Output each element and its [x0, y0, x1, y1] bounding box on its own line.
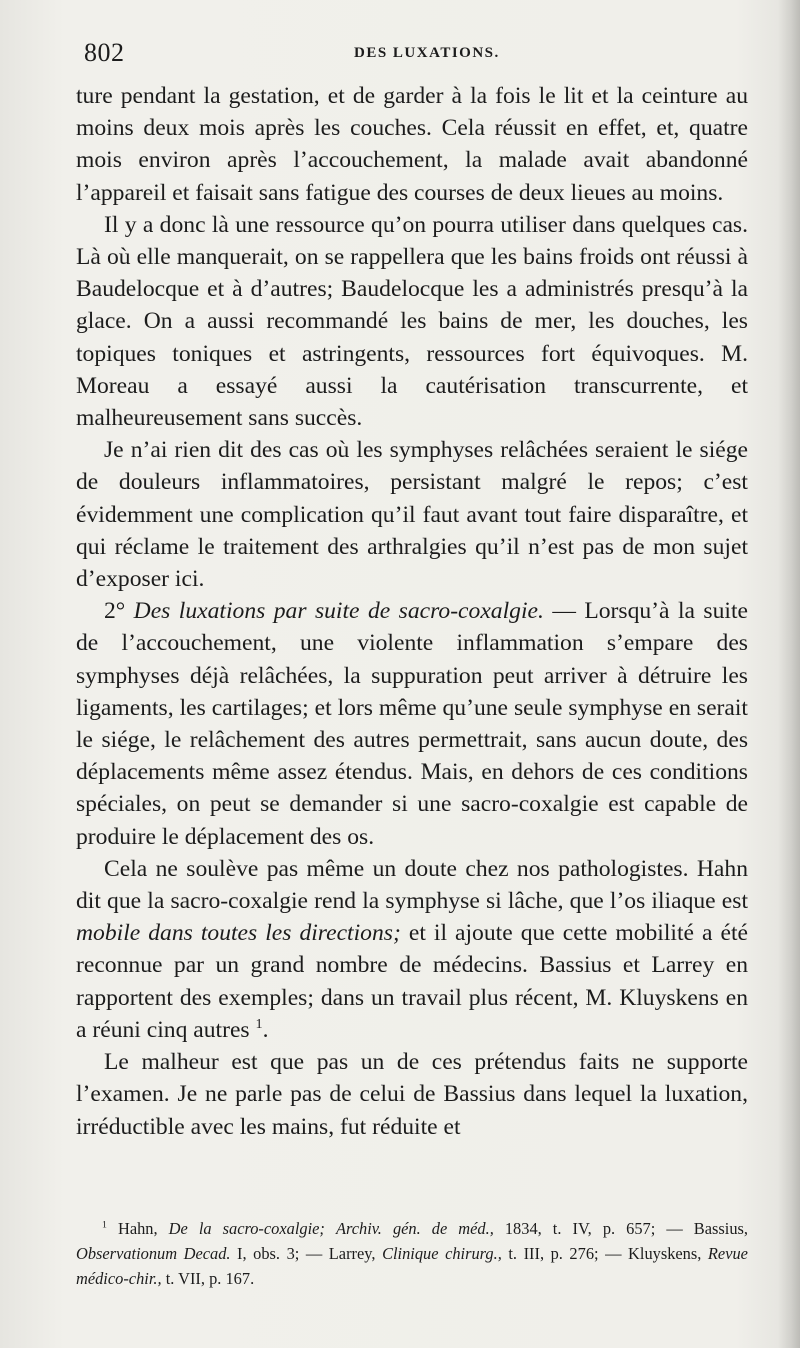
section-text: — Lorsqu’à la suite de l’accouchement, une violente inflammation s’empare des symphyses déjà relâchées, la suppuration peut arriver à détruire les ligaments, les cartilages; et lors même qu’une seule symphyse en serait le siége, le relâchement des autres permettrait, sans aucun doute, des déplacements même assez étendus. Mais, en dehors de ces conditions spéciales, on peut se demander si une sacro-coxalgie est capable de produire le déplacement des os.	[76, 598, 748, 850]
page-header	[84, 38, 748, 72]
fn-hahn: Hahn,	[117, 1219, 158, 1238]
paragraph-douleurs: Je n’ai rien dit des cas où les symphyses relâchées seraient le siége de douleurs inflammatoires, persistant malgré le repos; c’est évidemment une complication qu’il faut avant tout faire disparaître, et qui réclame le traitement des arthralgies qu’il n’est pas de mon sujet d’exposer ici.	[76, 437, 748, 593]
section-heading: Des luxations par suite de sacro-coxalgie.	[133, 598, 544, 625]
footnote-reference: 1	[255, 1016, 263, 1033]
section-number: 2°	[104, 598, 126, 625]
paragraph-malheur: Le malheur est que pas un de ces prétendus faits ne supporte l’examen. Je ne parle pas de celui de Bassius dans lequel la luxation, irréductible avec les mains, fut réduite et	[76, 1049, 748, 1140]
paragraph-hahn	[76, 853, 748, 1046]
hahn-text-b: et il ajoute que cette mobilité a été reconnue par un grand nombre de médecins. Bassius et Larrey en rapportent des exemples; dans un travail plus récent, M. Kluyskens en a réuni cinq autres	[76, 920, 749, 1043]
fn-bassius-title: Observationum Decad.	[76, 1244, 231, 1263]
paragraph-section-2	[76, 595, 748, 853]
footnotes	[76, 1216, 748, 1291]
body-text	[76, 80, 748, 1143]
running-title: DES LUXATIONS.	[354, 45, 500, 61]
paragraph-ressource: Il y a donc là une ressource qu’on pourra utiliser dans quelques cas. Là où elle manquerait, on se rappellera que les bains froids ont réussi à Baudelocque et à d’autres; Baudelocque les a administrés presqu’à la glace. On a aussi recommandé les bains de mer, les douches, les topiques toniques et astringents, ressources fort équivoques. M. Moreau a essayé aussi la cautérisation transcurrente, et malheureusement sans succès.	[76, 211, 748, 432]
paragraph-continued: ture pendant la gestation, et de garder à la fois le lit et la ceinture au moins deux mois après les couches. Cela réussit en effet, et, quatre mois environ après l’accouchement, la malade avait abandonné l’appareil et faisait sans fatigue des courses de deux lieues au moins.	[76, 83, 748, 206]
fn-kluyskens-ref: t. VII, p. 167.	[165, 1269, 255, 1288]
footnote-1	[76, 1216, 748, 1291]
hahn-text-end: .	[262, 1016, 269, 1043]
fn-archiv: Archiv. gén. de méd.,	[335, 1219, 494, 1238]
page-number: 802	[84, 38, 125, 67]
fn-larrey-title: Clinique chirurg.,	[382, 1244, 502, 1263]
hahn-italic: mobile dans toutes les directions;	[76, 920, 401, 947]
fn-hahn-title: De la sacro-coxalgie;	[168, 1219, 325, 1238]
hahn-text-a: Cela ne soulève pas même un doute chez nos pathologistes. Hahn dit que la sacro-coxalgie rend la symphyse si lâche, que l’os iliaque est	[76, 855, 748, 915]
fn-larrey-ref: t. III, p. 276; — Kluyskens,	[508, 1244, 702, 1263]
fn-hahn-ref: 1834, t. IV, p. 657; — Bassius,	[504, 1219, 748, 1238]
fn-bassius-ref: I, obs. 3; — Larrey,	[237, 1244, 376, 1263]
fn-revue: Revue médico-chir.,	[76, 1244, 748, 1288]
footnote-marker: 1	[102, 1219, 107, 1231]
page-edge-shadow	[778, 0, 800, 1348]
